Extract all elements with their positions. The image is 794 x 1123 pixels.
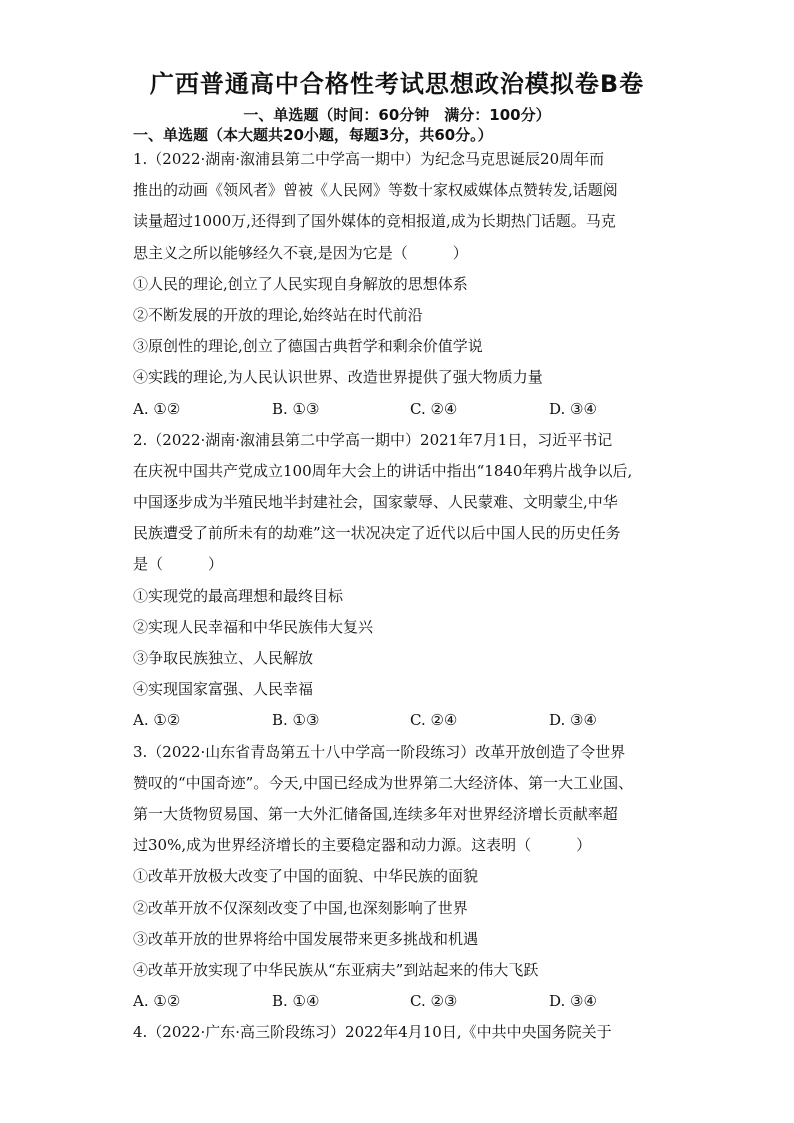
question-stem-line: 2.（2022·湖南·溆浦县第二中学高一期中）2021年7月1日，习近平书记 <box>133 430 613 449</box>
option-c: C. ②④ <box>410 711 458 730</box>
section-heading: 一、单选题（本大题共20小题，每题3分，共60分。） <box>133 126 493 144</box>
answer-options <box>133 986 663 1017</box>
question-4 <box>133 1017 663 1048</box>
statement-item: ③争取民族独立、人民解放 <box>133 649 314 667</box>
question-stem-line: 过30%,成为世界经济增长的主要稳定器和动力源。这表明（ ） <box>133 836 592 855</box>
option-d: D. ③④ <box>549 399 597 418</box>
answer-options <box>133 394 663 425</box>
question-list <box>133 144 663 1048</box>
option-b: B. ①④ <box>272 992 320 1011</box>
question-stem-line: 4.（2022·广东·高三阶段练习）2022年4月10日,《中共中央国务院关于 <box>133 1023 612 1042</box>
question-2 <box>133 425 663 737</box>
statement-item: ②实现人民幸福和中华民族伟大复兴 <box>133 617 374 636</box>
question-stem-line: 读量超过1000万,还得到了国外媒体的竞相报道,成为长期热门话题。马克 <box>133 212 616 231</box>
option-d: D. ③④ <box>549 992 597 1011</box>
option-a: A. ①② <box>133 992 181 1011</box>
option-c: C. ②③ <box>410 992 458 1011</box>
question-stem-line: 3.（2022·山东省青岛第五十八中学高一阶段练习）改革开放创造了令世界 <box>133 742 626 761</box>
question-stem-line: 第一大货物贸易国、第一大外汇储备国,连续多年对世界经济增长贡献率超 <box>133 804 618 823</box>
question-stem-line: 是（ ） <box>133 555 224 574</box>
question-stem-line: 在庆祝中国共产党成立100周年大会上的讲话中指出“1840年鸦片战争以后, <box>133 461 633 480</box>
question-stem-line: 赞叹的“中国奇迹”。今天,中国已经成为世界第二大经济体、第一大工业国、 <box>133 773 634 792</box>
question-stem-line: 1.（2022·湖南·溆浦县第二中学高一期中）为纪念马克思诞辰20周年而 <box>133 150 605 168</box>
question-stem-line: 推出的动画《领风者》曾被《人民网》等数十家权威媒体点赞转发,话题阅 <box>133 181 618 200</box>
option-b: B. ①③ <box>272 399 320 418</box>
question-1 <box>133 144 663 425</box>
statement-item: ④实现国家富强、人民幸福 <box>133 680 314 699</box>
statement-item: ②不断发展的开放的理论,始终站在时代前沿 <box>133 305 423 324</box>
document-title: 广西普通高中合格性考试思想政治模拟卷B卷 <box>149 70 645 98</box>
option-a: A. ①② <box>133 399 181 418</box>
statement-item: ③改革开放的世界将给中国发展带来更多挑战和机遇 <box>133 929 479 948</box>
statement-item: ④实践的理论,为人民认识世界、改造世界提供了强大物质力量 <box>133 368 543 387</box>
question-stem-line: 民族遭受了前所未有的劫难”这一状况决定了近代以后中国人民的历史任务 <box>133 524 621 543</box>
option-a: A. ①② <box>133 711 181 730</box>
statement-item: ①改革开放极大改变了中国的面貌、中华民族的面貌 <box>133 867 479 886</box>
option-b: B. ①③ <box>272 711 320 730</box>
statement-item: ②改革开放不仅深刻改变了中国,也深刻影响了世界 <box>133 898 468 917</box>
option-d: D. ③④ <box>549 711 597 730</box>
question-stem-line: 中国逐步成为半殖民地半封建社会，国家蒙辱、人民蒙难、文明蒙尘,中华 <box>133 493 618 512</box>
statement-item: ④改革开放实现了中华民族从“东亚病夫”到站起来的伟大飞跃 <box>133 960 539 979</box>
exam-info: 一、单选题（时间：60分钟 满分：100分） <box>243 106 551 124</box>
answer-options <box>133 705 663 736</box>
statement-item: ③原创性的理论,创立了德国古典哲学和剩余价值学说 <box>133 337 483 356</box>
statement-item: ①实现党的最高理想和最终目标 <box>133 586 344 605</box>
question-stem-line: 思主义之所以能够经久不衰,是因为它是（ ） <box>133 243 468 262</box>
question-3 <box>133 737 663 1018</box>
option-c: C. ②④ <box>410 399 458 418</box>
statement-item: ①人民的理论,创立了人民实现自身解放的思想体系 <box>133 274 468 293</box>
